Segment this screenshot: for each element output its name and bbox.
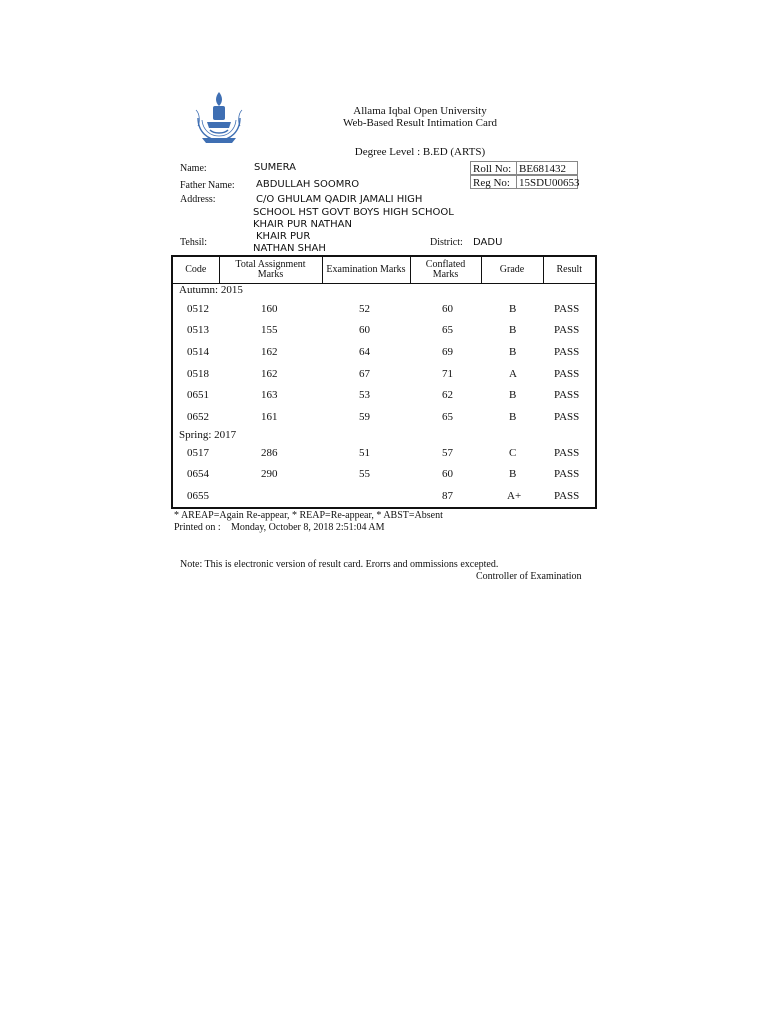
cell-grade: B (509, 346, 517, 358)
column-header-conflated: Conflated Marks (410, 257, 481, 284)
cell-exam: 52 (359, 303, 370, 315)
father-name: ABDULLAH SOOMRO (256, 179, 360, 190)
cell-assignment: 286 (261, 447, 278, 459)
column-header-exam: Examination Marks (322, 257, 410, 284)
card-title: Web-Based Result Intimation Card (343, 117, 497, 129)
column-header-code: Code (173, 257, 219, 284)
cell-conflated: 69 (442, 346, 453, 358)
cell-exam: 53 (359, 389, 370, 401)
cell-conflated: 87 (442, 490, 453, 502)
reg-no-value: 15SDU00653 (516, 175, 578, 189)
column-header-assignment: Total Assignment Marks (219, 257, 322, 284)
cell-exam: 60 (359, 324, 370, 336)
legend-text: * AREAP=Again Re-appear, * REAP=Re-appear, * ABST=Absent (174, 510, 443, 521)
cell-exam: 55 (359, 468, 370, 480)
cell-exam: 59 (359, 411, 370, 423)
cell-assignment: 161 (261, 411, 278, 423)
roll-no-value: BE681432 (516, 161, 578, 175)
cell-code: 0517 (187, 447, 209, 459)
address-line: KHAIR PUR NATHAN (253, 219, 352, 230)
cell-result: PASS (554, 468, 580, 480)
cell-assignment: 290 (261, 468, 278, 480)
address-line: KHAIR PUR (256, 231, 311, 242)
cell-exam: 51 (359, 447, 370, 459)
cell-grade: B (509, 468, 517, 480)
reg-no-label: Reg No: (470, 175, 517, 189)
column-header-grade: Grade (481, 257, 543, 284)
student-name: SUMERA (254, 162, 296, 173)
cell-grade: B (509, 389, 517, 401)
cell-assignment: 162 (261, 368, 278, 380)
cell-code: 0513 (187, 324, 209, 336)
cell-result: PASS (554, 389, 580, 401)
cell-exam: 67 (359, 368, 370, 380)
cell-result: PASS (554, 303, 580, 315)
cell-code: 0652 (187, 411, 209, 423)
cell-code: 0518 (187, 368, 209, 380)
cell-assignment: 163 (261, 389, 278, 401)
address-line: SCHOOL HST GOVT BOYS HIGH SCHOOL (253, 207, 454, 218)
cell-conflated: 60 (442, 468, 453, 480)
cell-assignment: 155 (261, 324, 278, 336)
cell-conflated: 62 (442, 389, 453, 401)
cell-assignment: 162 (261, 346, 278, 358)
cell-grade: B (509, 303, 517, 315)
cell-grade: C (509, 447, 517, 459)
results-table (171, 255, 597, 509)
controller-signature-label: Controller of Examination (476, 571, 582, 582)
table-header-row (173, 257, 595, 284)
cell-conflated: 57 (442, 447, 453, 459)
address-label: Address: (180, 194, 216, 205)
cell-grade: B (509, 411, 517, 423)
cell-result: PASS (554, 346, 580, 358)
cell-conflated: 65 (442, 411, 453, 423)
semester-label: Spring: 2017 (179, 429, 237, 441)
cell-result: PASS (554, 490, 580, 502)
cell-grade: A (509, 368, 517, 380)
note-text: Note: This is electronic version of result card. Erorrs and ommissions excepted. (180, 559, 499, 570)
cell-result: PASS (554, 368, 580, 380)
cell-code: 0654 (187, 468, 209, 480)
name-label: Name: (180, 163, 207, 174)
cell-exam: 64 (359, 346, 370, 358)
cell-grade: B (509, 324, 517, 336)
cell-result: PASS (554, 447, 580, 459)
tehsil-label: Tehsil: (180, 237, 208, 248)
degree-level: Degree Level : B.ED (ARTS) (354, 146, 486, 158)
semester-label: Autumn: 2015 (179, 284, 243, 296)
father-name-label: Father Name: (180, 180, 235, 191)
cell-code: 0512 (187, 303, 209, 315)
cell-conflated: 71 (442, 368, 453, 380)
district-label: District: (430, 237, 463, 248)
address-line: NATHAN SHAH (253, 243, 326, 254)
cell-result: PASS (554, 324, 580, 336)
printed-on-label: Printed on : (174, 522, 221, 533)
roll-no-label: Roll No: (470, 161, 517, 175)
printed-on-value: Monday, October 8, 2018 2:51:04 AM (231, 522, 385, 533)
cell-conflated: 65 (442, 324, 453, 336)
university-name: Allama Iqbal Open University (353, 105, 487, 117)
column-header-result: Result (543, 257, 595, 284)
cell-code: 0655 (187, 490, 209, 502)
cell-result: PASS (554, 411, 580, 423)
cell-code: 0651 (187, 389, 209, 401)
district-value: DADU (473, 237, 503, 248)
cell-code: 0514 (187, 346, 209, 358)
cell-conflated: 60 (442, 303, 453, 315)
cell-grade: A+ (507, 490, 522, 502)
address-line: C/O GHULAM QADIR JAMALI HIGH (256, 194, 423, 205)
cell-assignment: 160 (261, 303, 278, 315)
